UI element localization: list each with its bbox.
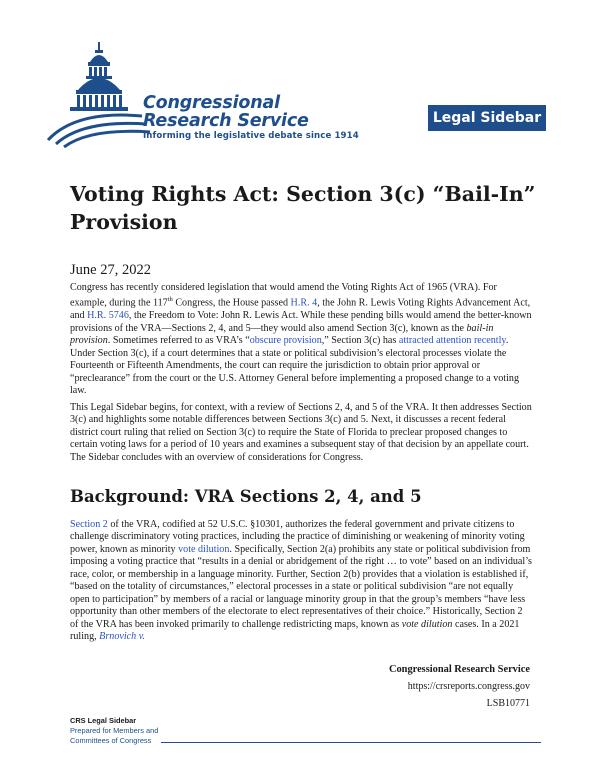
footer-code: LSB10771	[486, 698, 530, 709]
text-run: . Sometimes referred to as VRA’s “	[107, 335, 250, 347]
text-run: Congress, the House passed	[172, 297, 291, 309]
bottom-label-line-2: Prepared for Members and	[70, 726, 159, 735]
link-brnovich[interactable]: Brnovich v.	[99, 631, 145, 643]
text-run: , the John R. Lewis Voting Rights Advancement Act, and	[70, 297, 531, 322]
footer-org: Congressional Research Service	[388, 664, 530, 675]
link-hr5746[interactable]: H.R. 5746	[87, 310, 129, 322]
brand-line-1: Congressional	[143, 93, 280, 113]
link-attracted-attention[interactable]: attracted attention recently	[398, 335, 506, 347]
document-title: Voting Rights Act: Section 3(c) “Bail-In” Provision	[70, 182, 536, 234]
bottom-label-line-1: CRS Legal Sidebar	[70, 716, 137, 725]
paragraph-overview: This Legal Sidebar begins, for context, with a review of Sections 2, 4, and 5 of the VRA. It then addresses Section 3(c) and highlights some notable differences between Sections 3(c) and 5. Next, it discusses a recent federal district court ruling that relied on Section 3(c) to require the State of Florida to preclear proposed changes to certain voting laws for a period of 10 years and examines a subsequent stay of that decision by an appellate court. The Sidebar concludes with an overview of considerations for Congress.	[70, 402, 532, 463]
text-run: , the Freedom to Vote: John R. Lewis Act. While these pending bills would amend the better-known provisions of the VRA—Sections 2, 4, and 5—they would also amend Section 3(c), known as the	[70, 310, 532, 334]
section-heading: Background: VRA Sections 2, 4, and 5	[70, 487, 422, 506]
text-run: . Under Section 3(c), if a court determines that a state or political subdivision’s electoral processes violate the Fourteenth or Fifteenth Amendments, the court can require the jurisdiction to obtain prior approval or “preclearance” from the court or the U.S. Attorney General before implementing a proposed change to a voting law.	[70, 335, 519, 396]
emphasis-bail-in: bail-in provision	[70, 322, 494, 347]
brand-line-2: Research Service	[143, 111, 309, 131]
bottom-label-line-3: Committees of Congress	[70, 736, 152, 745]
legal-sidebar-badge: Legal Sidebar	[428, 105, 546, 131]
paragraph-section-2	[70, 519, 532, 644]
text-run: Congress has recently considered legislation that would amend the Voting Rights Act of 1965 (VRA). For example, during the 117	[70, 282, 497, 309]
crs-footer	[389, 661, 530, 712]
text-run: . Specifically, Section 2(a) prohibits any state or political subdivision from imposing a voting practice that “results in a denial or abridgement of the right … to vote” based on an individual’s race, color, or membership in a language minority. Further, Section 2(b) provides that a violation is established if, “based on the totality of circumstances,” electoral processes in a state or political subdivision “are not equally open to participation” by members of a racial or language minority group in that the group’s members “have less opportunity than other members of the electorate to elect representatives of their choice.” Historically, Section 2 of the VRA has been invoked primarily to challenge redistricting maps, known as	[70, 543, 532, 630]
link-hr4[interactable]: H.R. 4	[290, 297, 318, 309]
footer-url[interactable]: https://crsreports.congress.gov	[407, 681, 530, 692]
paragraph-intro	[70, 282, 532, 397]
crs-brand	[143, 94, 359, 141]
emphasis-vote-dilution: vote dilution	[401, 618, 453, 630]
superscript: th	[167, 296, 173, 304]
link-obscure-provision[interactable]: obscure provision	[249, 335, 322, 347]
text-run: of the VRA, codified at 52 U.S.C. §10301, authorizes the federal government and private citizens to challenge discriminatory voting practices, including the practice of diminishing or weakening of minority voting power, known as minority	[70, 519, 525, 555]
brand-tagline: Informing the legislative debate since 1914	[143, 131, 359, 141]
link-section-2[interactable]: Section 2	[70, 519, 108, 530]
link-vote-dilution[interactable]: vote dilution	[178, 543, 230, 555]
capitol-dome-icon	[46, 40, 156, 148]
footer-divider	[161, 742, 541, 743]
text-run: cases. In a 2021 ruling,	[70, 618, 520, 643]
text-run: ,” Section 3(c) has	[321, 335, 399, 347]
document-date: June 27, 2022	[70, 262, 151, 278]
bottom-label	[70, 716, 158, 746]
